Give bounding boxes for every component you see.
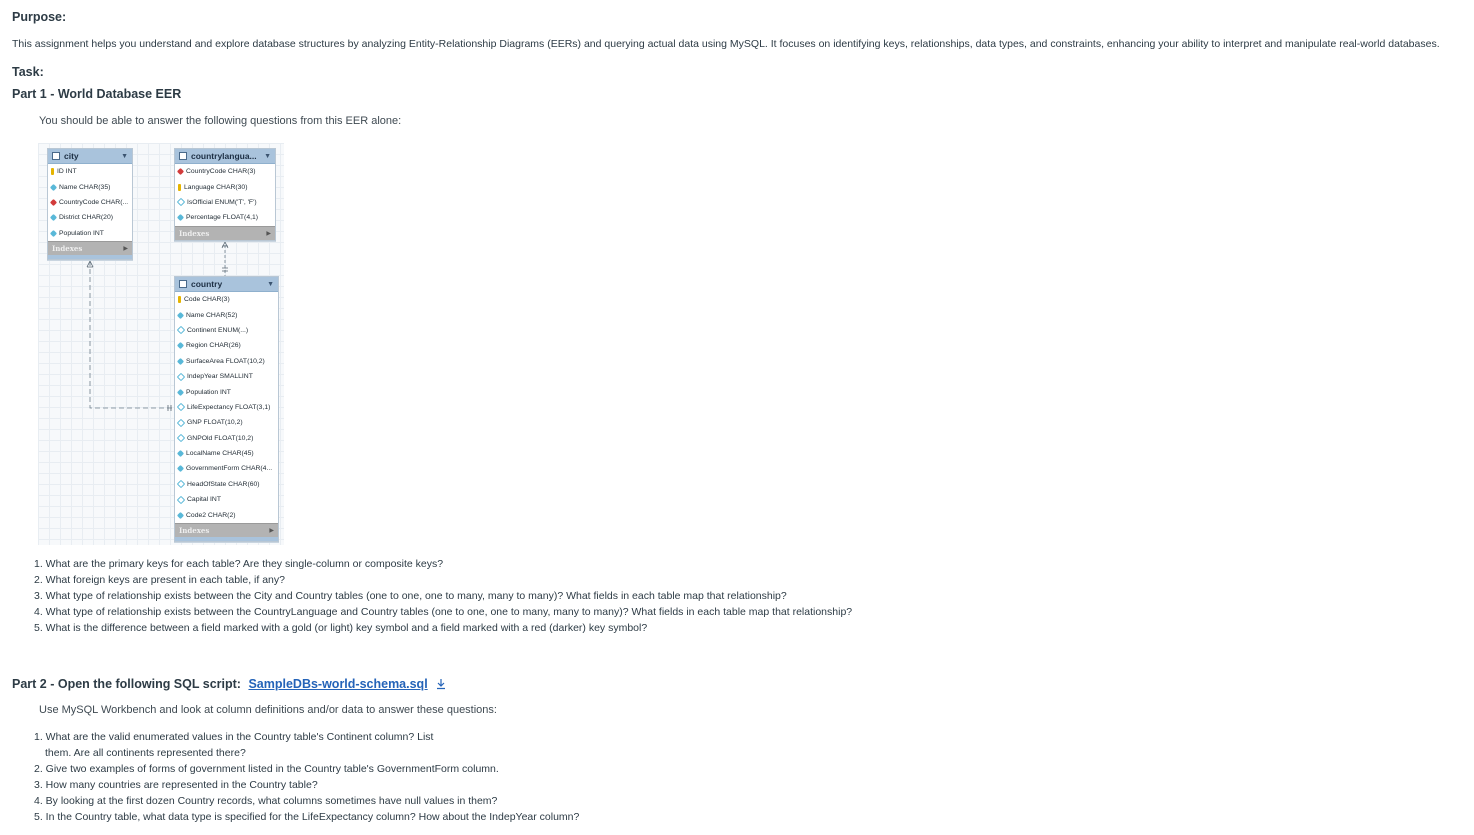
table-column-row[interactable] bbox=[175, 492, 278, 507]
primary-key-icon bbox=[178, 184, 181, 191]
column-definition: Name CHAR(35) bbox=[59, 183, 111, 191]
column-definition: District CHAR(20) bbox=[59, 214, 114, 222]
list-item: 4. What type of relationship exists between the CountryLanguage and Country tables (one to one, one to many, many to many)? What fields in each table map that relationship? bbox=[34, 606, 853, 618]
table-column-row[interactable] bbox=[175, 507, 278, 522]
table-column-row[interactable] bbox=[175, 164, 275, 179]
table-column-row[interactable] bbox=[175, 461, 278, 476]
table-column-row[interactable] bbox=[175, 338, 278, 353]
indexes-label: Indexes bbox=[52, 243, 83, 253]
collapse-arrow-icon[interactable]: ▼ bbox=[267, 280, 274, 288]
country-indexes[interactable] bbox=[175, 523, 278, 537]
table-footer bbox=[48, 255, 132, 259]
table-column-row[interactable] bbox=[175, 369, 278, 384]
nullable-column-icon bbox=[177, 419, 185, 427]
nullable-column-icon bbox=[177, 480, 185, 488]
column-definition: Code CHAR(3) bbox=[184, 296, 230, 304]
city-table-title: city bbox=[64, 151, 79, 161]
not-null-column-icon bbox=[177, 214, 184, 221]
foreign-key-icon bbox=[50, 199, 57, 206]
list-item: 2. What foreign keys are present in each table, if any? bbox=[34, 574, 285, 586]
list-item: 1. What are the primary keys for each table? Are they single-column or composite keys? bbox=[34, 558, 444, 570]
table-column-row[interactable] bbox=[175, 446, 278, 461]
table-column-row[interactable] bbox=[175, 307, 278, 322]
column-definition: Continent ENUM(...) bbox=[187, 326, 249, 334]
not-null-column-icon bbox=[177, 450, 184, 457]
countrylanguage-table[interactable] bbox=[174, 148, 276, 241]
table-footer bbox=[175, 537, 278, 541]
country-table-header[interactable] bbox=[175, 277, 278, 292]
city-table[interactable] bbox=[47, 148, 133, 260]
list-item: 5. What is the difference between a field marked with a gold (or light) key symbol and a field marked with a red (darker) key symbol? bbox=[34, 622, 648, 634]
table-column-row[interactable] bbox=[48, 195, 132, 210]
list-item: 2. Give two examples of forms of government listed in the Country table's GovernmentForm column. bbox=[34, 763, 499, 775]
column-definition: IndepYear SMALLINT bbox=[187, 373, 253, 381]
not-null-column-icon bbox=[177, 342, 184, 349]
country-columns bbox=[175, 292, 278, 523]
countrylanguage-table-header[interactable] bbox=[175, 149, 275, 164]
nullable-column-icon bbox=[177, 198, 185, 206]
table-column-row[interactable] bbox=[175, 210, 275, 225]
column-definition: Region CHAR(26) bbox=[186, 342, 241, 350]
column-definition: GNPOld FLOAT(10,2) bbox=[187, 434, 254, 442]
part1-heading: Part 1 - World Database EER bbox=[12, 87, 182, 101]
list-item: 3. What type of relationship exists between the City and Country tables (one to one, one to many, many to many)? What fields in each table map that relationship? bbox=[34, 590, 787, 602]
not-null-column-icon bbox=[50, 184, 57, 191]
table-column-row[interactable] bbox=[48, 164, 132, 179]
purpose-heading: Purpose: bbox=[12, 10, 67, 24]
primary-key-icon bbox=[51, 168, 54, 175]
not-null-column-icon bbox=[177, 358, 184, 365]
nullable-column-icon bbox=[177, 434, 185, 442]
column-definition: SurfaceArea FLOAT(10,2) bbox=[186, 357, 265, 365]
list-item: 3. How many countries are represented in the Country table? bbox=[34, 779, 318, 791]
column-definition: ID INT bbox=[57, 168, 77, 176]
column-definition: Code2 CHAR(2) bbox=[186, 511, 236, 519]
column-definition: GNP FLOAT(10,2) bbox=[187, 419, 243, 427]
nullable-column-icon bbox=[177, 372, 185, 380]
not-null-column-icon bbox=[177, 512, 184, 519]
table-column-row[interactable] bbox=[175, 400, 278, 415]
column-definition: GovernmentForm CHAR(4... bbox=[186, 465, 273, 473]
primary-key-icon bbox=[178, 296, 181, 303]
city-columns bbox=[48, 164, 132, 241]
not-null-column-icon bbox=[177, 465, 184, 472]
city-table-header[interactable] bbox=[48, 149, 132, 164]
table-icon bbox=[52, 152, 60, 160]
column-definition: IsOfficial ENUM('T', 'F') bbox=[187, 198, 257, 206]
indexes-label: Indexes bbox=[179, 228, 210, 238]
countrylanguage-columns bbox=[175, 164, 275, 226]
city-indexes[interactable] bbox=[48, 241, 132, 255]
collapse-arrow-icon[interactable]: ▼ bbox=[121, 152, 128, 160]
not-null-column-icon bbox=[177, 388, 184, 395]
nullable-column-icon bbox=[177, 496, 185, 504]
part1-questions bbox=[34, 556, 852, 636]
country-table[interactable] bbox=[174, 276, 279, 542]
column-definition: LocalName CHAR(45) bbox=[186, 450, 254, 458]
countrylanguage-indexes[interactable] bbox=[175, 226, 275, 240]
city-country-relationship-line bbox=[90, 261, 173, 408]
list-item: 5. In the Country table, what data type is specified for the LifeExpectancy column? How about the IndepYear column? bbox=[34, 811, 580, 823]
expand-arrow-icon[interactable]: ▶ bbox=[266, 229, 271, 237]
table-column-row[interactable] bbox=[175, 195, 275, 210]
collapse-arrow-icon[interactable]: ▼ bbox=[264, 152, 271, 160]
column-definition: Percentage FLOAT(4,1) bbox=[186, 214, 259, 222]
purpose-text: This assignment helps you understand and explore database structures by analyzing Entity-Relationship Diagrams (EERs) and querying actual data using MySQL. It focuses on identifying keys, relationships, data types, and constraints, enhancing your ability to interpret and manipulate real-world databases. bbox=[12, 38, 1440, 50]
indexes-label: Indexes bbox=[179, 525, 210, 535]
part2-intro: Use MySQL Workbench and look at column definitions and/or data to answer these questions: bbox=[39, 704, 497, 716]
task-heading: Task: bbox=[12, 65, 44, 79]
list-item: 1. What are the valid enumerated values in the Country table's Continent column? List bbox=[34, 731, 434, 743]
column-definition: Population INT bbox=[59, 229, 104, 237]
not-null-column-icon bbox=[50, 214, 57, 221]
column-definition: HeadOfState CHAR(60) bbox=[187, 480, 260, 488]
table-column-row[interactable] bbox=[175, 323, 278, 338]
table-column-row[interactable] bbox=[175, 431, 278, 446]
table-column-row[interactable] bbox=[175, 179, 275, 194]
nullable-column-icon bbox=[177, 403, 185, 411]
foreign-key-icon bbox=[177, 168, 184, 175]
column-definition: Language CHAR(30) bbox=[184, 183, 248, 191]
not-null-column-icon bbox=[50, 230, 57, 237]
table-column-row[interactable] bbox=[48, 226, 132, 241]
eer-diagram bbox=[38, 143, 284, 545]
table-icon bbox=[179, 152, 187, 160]
part1-intro: You should be able to answer the following questions from this EER alone: bbox=[39, 115, 402, 127]
list-item: them. Are all continents represented there? bbox=[45, 747, 246, 759]
download-icon[interactable] bbox=[435, 678, 447, 690]
column-definition: Population INT bbox=[186, 388, 231, 396]
table-column-row[interactable] bbox=[48, 210, 132, 225]
nullable-column-icon bbox=[177, 326, 185, 334]
part2-questions bbox=[34, 729, 579, 825]
table-column-row[interactable] bbox=[175, 477, 278, 492]
table-column-row[interactable] bbox=[175, 415, 278, 430]
country-table-title: country bbox=[191, 279, 223, 289]
table-column-row[interactable] bbox=[175, 384, 278, 399]
schema-download-link[interactable]: SampleDBs-world-schema.sql bbox=[248, 677, 428, 691]
part2-heading bbox=[12, 677, 447, 691]
table-column-row[interactable] bbox=[175, 354, 278, 369]
column-definition: LifeExpectancy FLOAT(3,1) bbox=[187, 403, 271, 411]
column-definition: CountryCode CHAR(3) bbox=[186, 168, 256, 176]
table-column-row[interactable] bbox=[175, 292, 278, 307]
column-definition: CountryCode CHAR(... bbox=[59, 198, 129, 206]
table-icon bbox=[179, 280, 187, 288]
not-null-column-icon bbox=[177, 312, 184, 319]
column-definition: Name CHAR(52) bbox=[186, 311, 238, 319]
part2-heading-text: Part 2 - Open the following SQL script: bbox=[12, 677, 241, 691]
table-column-row[interactable] bbox=[48, 179, 132, 194]
expand-arrow-icon[interactable]: ▶ bbox=[269, 526, 274, 534]
column-definition: Capital INT bbox=[187, 496, 221, 504]
expand-arrow-icon[interactable]: ▶ bbox=[123, 244, 128, 252]
list-item: 4. By looking at the first dozen Country records, what columns sometimes have null values in them? bbox=[34, 795, 498, 807]
countrylanguage-table-title: countrylangua... bbox=[191, 151, 257, 161]
